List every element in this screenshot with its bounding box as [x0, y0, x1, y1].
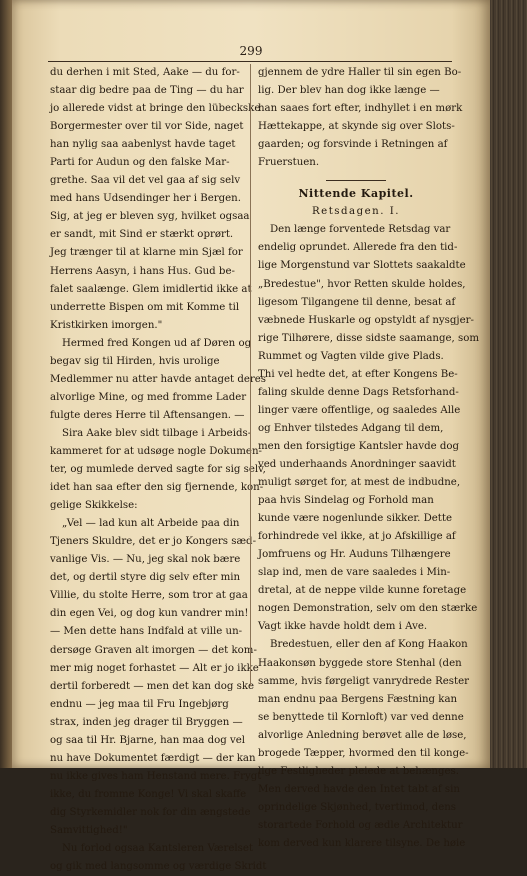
text-line: storartede Forhold og ædle Architektur [258, 819, 463, 831]
text-line: med hans Udsendinger her i Bergen. [50, 193, 241, 205]
book-page-edges [485, 0, 527, 768]
text-line: Vagt ikke havde holdt dem i Ave. [258, 621, 428, 633]
text-line: og Enhver tilstedes Adgang til dem, [258, 422, 444, 434]
text-line: man endnu paa Bergens Fæstning kan [258, 693, 458, 705]
text-line: jo allerede vidst at bringe den lübeckske [50, 103, 261, 115]
text-line: strax, inden jeg drager til Bryggen — [50, 716, 243, 728]
text-line: Den længe forventede Retsdag var [270, 224, 451, 236]
text-line: dertil forberedt — men det kan dog ske [50, 680, 255, 692]
text-line: „Vel — lad kun alt Arbeide paa din [62, 518, 240, 530]
left-column [50, 64, 267, 876]
text-line: underrette Bispen om mit Komme til [50, 301, 240, 313]
text-line: gelige Skikkelse: [50, 500, 138, 512]
text-line: brogede Tæpper, hvormed den til konge- [258, 747, 469, 759]
text-line: Sig, at jeg er bleven syg, hvilket ogsaa [50, 211, 250, 223]
text-line: Villie, du stolte Herre, som tror at gaa [50, 590, 248, 602]
text-line: han nylig saa aabenlyst havde taget [50, 139, 236, 151]
text-line: paa hvis Sindelag og Forhold man [258, 495, 434, 507]
text-line: kunde være nogenlunde sikker. Dette [258, 513, 453, 525]
text-line: dretal, at de neppe vilde kunne foretage [258, 585, 467, 597]
text-line: Nu forlod ogsaa Kantsleren Værelset [62, 843, 253, 855]
text-line: samme, hvis førgeligt vanrydrede Rester [258, 675, 470, 687]
chapter-title: Nittende Kapitel. [298, 187, 414, 201]
text-line: muligt sørget for, at mest de indbudne, [258, 477, 461, 489]
text-line: forhindrede vel ikke, at jo Afskillige af [258, 531, 456, 543]
text-line: nu ikke gives ham Henstand mere. Frygt [50, 770, 262, 782]
text-line: slap ind, men de vare saaledes i Min- [258, 567, 451, 579]
text-line: Herrens Aasyn, i hans Hus. Gud be- [50, 265, 235, 277]
text-line: Medlemmer nu atter havde antaget deres [50, 373, 267, 385]
text-line: idet han saa efter den sig fjernende, kon- [50, 482, 264, 494]
text-line: Rummet og Vagten vilde give Plads. [258, 350, 444, 362]
text-line: — Men dette hans Indfald at ville un- [50, 626, 243, 638]
text-line: fulgte deres Herre til Aftensangen. — [50, 409, 245, 421]
text-line: Kristkirken imorgen." [50, 319, 163, 331]
text-line: Parti for Audun og den falske Mar- [50, 157, 230, 169]
text-line: rige Tilhørere, disse sidste saamange, som [258, 332, 480, 344]
text-line: Hættekappe, at skynde sig over Slots- [258, 121, 455, 133]
text-line: gaarden; og forsvinde i Retningen af [258, 139, 448, 151]
text-line: falet saalænge. Glem imidlertid ikke at [50, 283, 252, 295]
text-line: Tjeners Skuldre, det er jo Kongers sæd- [50, 536, 257, 548]
text-line: Thi vel hedte det, at efter Kongens Be- [258, 368, 458, 380]
text-line: og saa til Hr. Bjarne, han maa dog vel [50, 734, 246, 746]
text-line: ligesom Tilgangene til denne, besat af [258, 296, 456, 308]
text-line: nogen Demonstration, selv om den stærke [258, 603, 478, 615]
text-line: alvorlige Mine, og med fromme Lader [50, 391, 247, 403]
text-line: væbnede Huskarle og opstyldt af nysgjer- [258, 314, 474, 326]
section-title: Retsdagen. I. [312, 206, 400, 218]
text-line: det, og dertil styre dig selv efter min [50, 572, 241, 584]
text-line: ikke, du fromme Konge! Vi skal skaffe [50, 788, 247, 800]
book-page [12, 0, 490, 873]
right-column-top-text [258, 64, 463, 172]
text-line: men den forsigtige Kantsler havde dog [258, 440, 460, 452]
text-line: endnu — jeg maa til Fru Ingebjørg [50, 698, 229, 710]
text-line: kammeret for at udsøge nogle Dokumen- [50, 445, 262, 457]
text-line: Jeg trænger til at klarne min Sjæl for [50, 247, 243, 259]
text-line: kom derved kun klarere tilsyne. De høie [258, 837, 466, 849]
text-line: nu have Dokumentet færdigt — der kan [50, 752, 256, 764]
column-divider [250, 64, 251, 686]
text-line: staar dig bedre paa de Ting — du har [50, 85, 244, 97]
text-line: Fruerstuen. [258, 157, 320, 169]
text-line: Samvittighed!" [50, 824, 128, 836]
text-line: vanlige Vis. — Nu, jeg skal nok bære [50, 554, 241, 566]
text-line: lig. Der blev han dog ikke længe — [258, 85, 440, 97]
text-line: linger være offentlige, og saaledes Alle [258, 404, 461, 416]
text-line: lige Festligheder pleiede at behænges. [258, 765, 460, 777]
text-line: se benyttede til Kornloft) var ved denne [258, 711, 464, 723]
text-line: og gik med langsomme og værdige Skridt [50, 861, 267, 873]
text-line: Hermed fred Kongen ud af Døren og [62, 337, 252, 349]
text-line: grethe. Saa vil det vel gaa af sig selv [50, 175, 241, 187]
text-line: alvorlige Anledning berøvet alle de løse, [258, 729, 467, 741]
text-line: ter, og mumlede derved sagte for sig selv, [50, 464, 266, 476]
text-line: Haakonsøn byggede store Stenhal (den [258, 657, 462, 669]
text-line: lige Morgenstund var Slottets saakaldte [258, 260, 466, 272]
right-column [258, 64, 480, 853]
text-line: gjennem de ydre Haller til sin egen Bo- [258, 67, 462, 78]
header-rule [48, 61, 452, 62]
text-line: Men derved havde den Intet tabt af sin [258, 783, 460, 795]
text-line: Sira Aake blev sidt tilbage i Arbeids- [62, 427, 252, 439]
chapter-separator-rule [326, 180, 386, 181]
text-line: han saaes fort efter, indhyllet i en mørk [258, 103, 463, 115]
text-line: du derhen i mit Sted, Aake — du for- [50, 67, 240, 78]
text-line: „Bredestue", hvor Retten skulde holdes, [258, 278, 466, 290]
text-line: dig Styrkemidler nok for din ængstede [50, 806, 251, 818]
page-number: 299 [239, 44, 263, 58]
text-line: Jomfruens og Hr. Auduns Tilhængere [258, 549, 451, 561]
text-line: Bredestuen, eller den af Kong Haakon [270, 639, 468, 651]
text-line: Borgermester over til vor Side, naget [50, 121, 244, 133]
text-line: mer mig noget forhastet — Alt er jo ikke [50, 662, 259, 674]
right-column-body-text [258, 221, 480, 853]
text-line: oprindelige Skjønhed, tvertimod, dens [258, 801, 457, 813]
text-line: endelig oprundet. Allerede fra den tid- [258, 242, 458, 254]
text-line: begav sig til Hirden, hvis urolige [50, 355, 220, 367]
text-line: din egen Vei, og dog kun vandrer min! [50, 608, 249, 620]
text-line: er sandt, mit Sind er stærkt oprørt. [50, 229, 234, 241]
text-line: ved underhaands Anordninger saavidt [258, 458, 456, 470]
text-line: faling skulde denne Dags Retsforhand- [258, 386, 459, 398]
text-line: dersøge Graven alt imorgen — det kom- [50, 644, 257, 656]
